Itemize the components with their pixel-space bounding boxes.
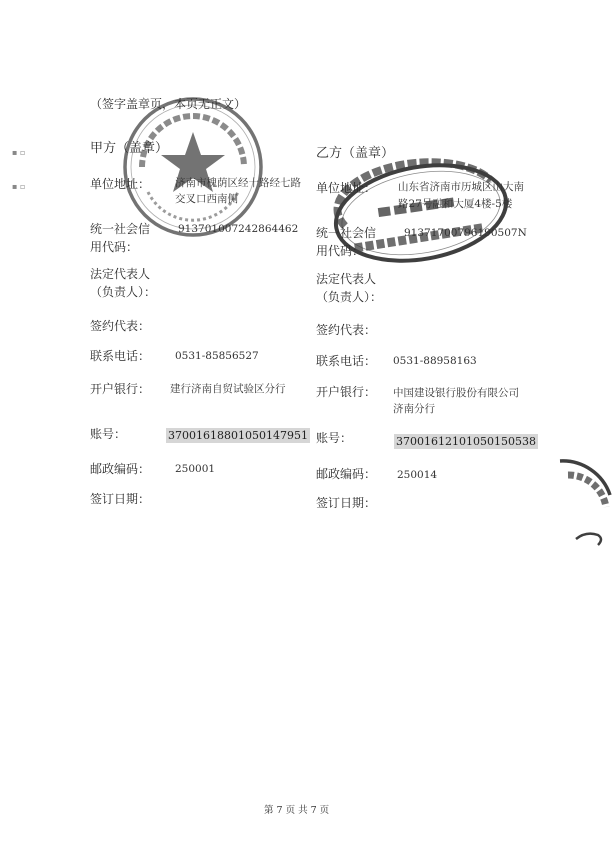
- scan-speck: ▪ ▫: [12, 182, 26, 191]
- party-b-postal-label: 邮政编码：: [316, 467, 377, 481]
- party-a-postal: 250001: [175, 463, 216, 475]
- party-b-postal: 250014: [397, 469, 438, 481]
- party-b-bank-line-1: 中国建设银行股份有限公司: [393, 387, 519, 399]
- party-a-title: 甲方（盖章）: [90, 141, 169, 156]
- party-a-address-line-1: 济南市槐荫区经十路经七路: [175, 177, 301, 189]
- party-a-signing-rep-label: 签约代表：: [90, 319, 151, 333]
- party-b-account: 37001612101050150538: [396, 435, 536, 448]
- party-b-signing-rep-label: 签约代表：: [316, 323, 377, 337]
- party-b-credit-code: 91371700796190507N: [404, 227, 527, 239]
- party-b-bank-line-2: 济南分行: [393, 403, 435, 415]
- party-b-phone: 0531-88958163: [393, 355, 477, 367]
- party-a-phone-label: 联系电话：: [90, 349, 151, 363]
- signature-page-note: （签字盖章页，本页无正文）: [90, 97, 247, 111]
- party-a-postal-label: 邮政编码：: [90, 462, 151, 476]
- party-b-address-label: 单位地址：: [316, 181, 377, 195]
- party-a-legal-rep-label-line-1: 法定代表人: [90, 267, 151, 281]
- party-a-official-seal: [118, 92, 268, 242]
- party-b-address-line-1: 山东省济南市历城区山大南: [398, 181, 524, 193]
- party-a-credit-label-line-2: 用代码：: [90, 240, 139, 254]
- party-a-phone: 0531-85856527: [175, 350, 259, 362]
- party-b-legal-rep-label-line-2: （负责人）：: [316, 290, 383, 304]
- party-a-credit-code: 913701007242864462: [178, 223, 299, 235]
- party-a-account-label: 账号：: [90, 427, 127, 441]
- party-b-bank-label: 开户银行：: [316, 385, 377, 399]
- party-a-legal-rep-label-line-2: （负责人）：: [90, 285, 157, 299]
- party-a-address-label: 单位地址：: [90, 177, 151, 191]
- party-a-bank-label: 开户银行：: [90, 382, 151, 396]
- party-a-address-line-2: 交叉口西南侧: [175, 193, 238, 205]
- party-b-phone-label: 联系电话：: [316, 354, 377, 368]
- party-a-credit-label-line-1: 统一社会信: [90, 222, 151, 236]
- scan-speck: ▪ ▫: [12, 148, 26, 157]
- party-b-credit-label-line-2: 用代码：: [316, 244, 365, 258]
- party-a-account: 37001618801050147951: [168, 429, 308, 442]
- party-b-address-line-2: 路27号融和大厦4楼-5楼: [398, 198, 513, 210]
- party-b-credit-label-line-1: 统一社会信: [316, 226, 377, 240]
- party-a-date-label: 签订日期：: [90, 492, 151, 506]
- partial-seal-edge: [556, 455, 612, 555]
- party-b-date-label: 签订日期：: [316, 496, 377, 510]
- party-b-legal-rep-label-line-1: 法定代表人: [316, 272, 377, 286]
- party-b-account-label: 账号：: [316, 431, 353, 445]
- page-number-footer: 第 7 页 共 7 页: [264, 805, 330, 816]
- party-b-title: 乙方（盖章）: [316, 146, 395, 161]
- party-a-bank: 建行济南自贸试验区分行: [170, 383, 286, 395]
